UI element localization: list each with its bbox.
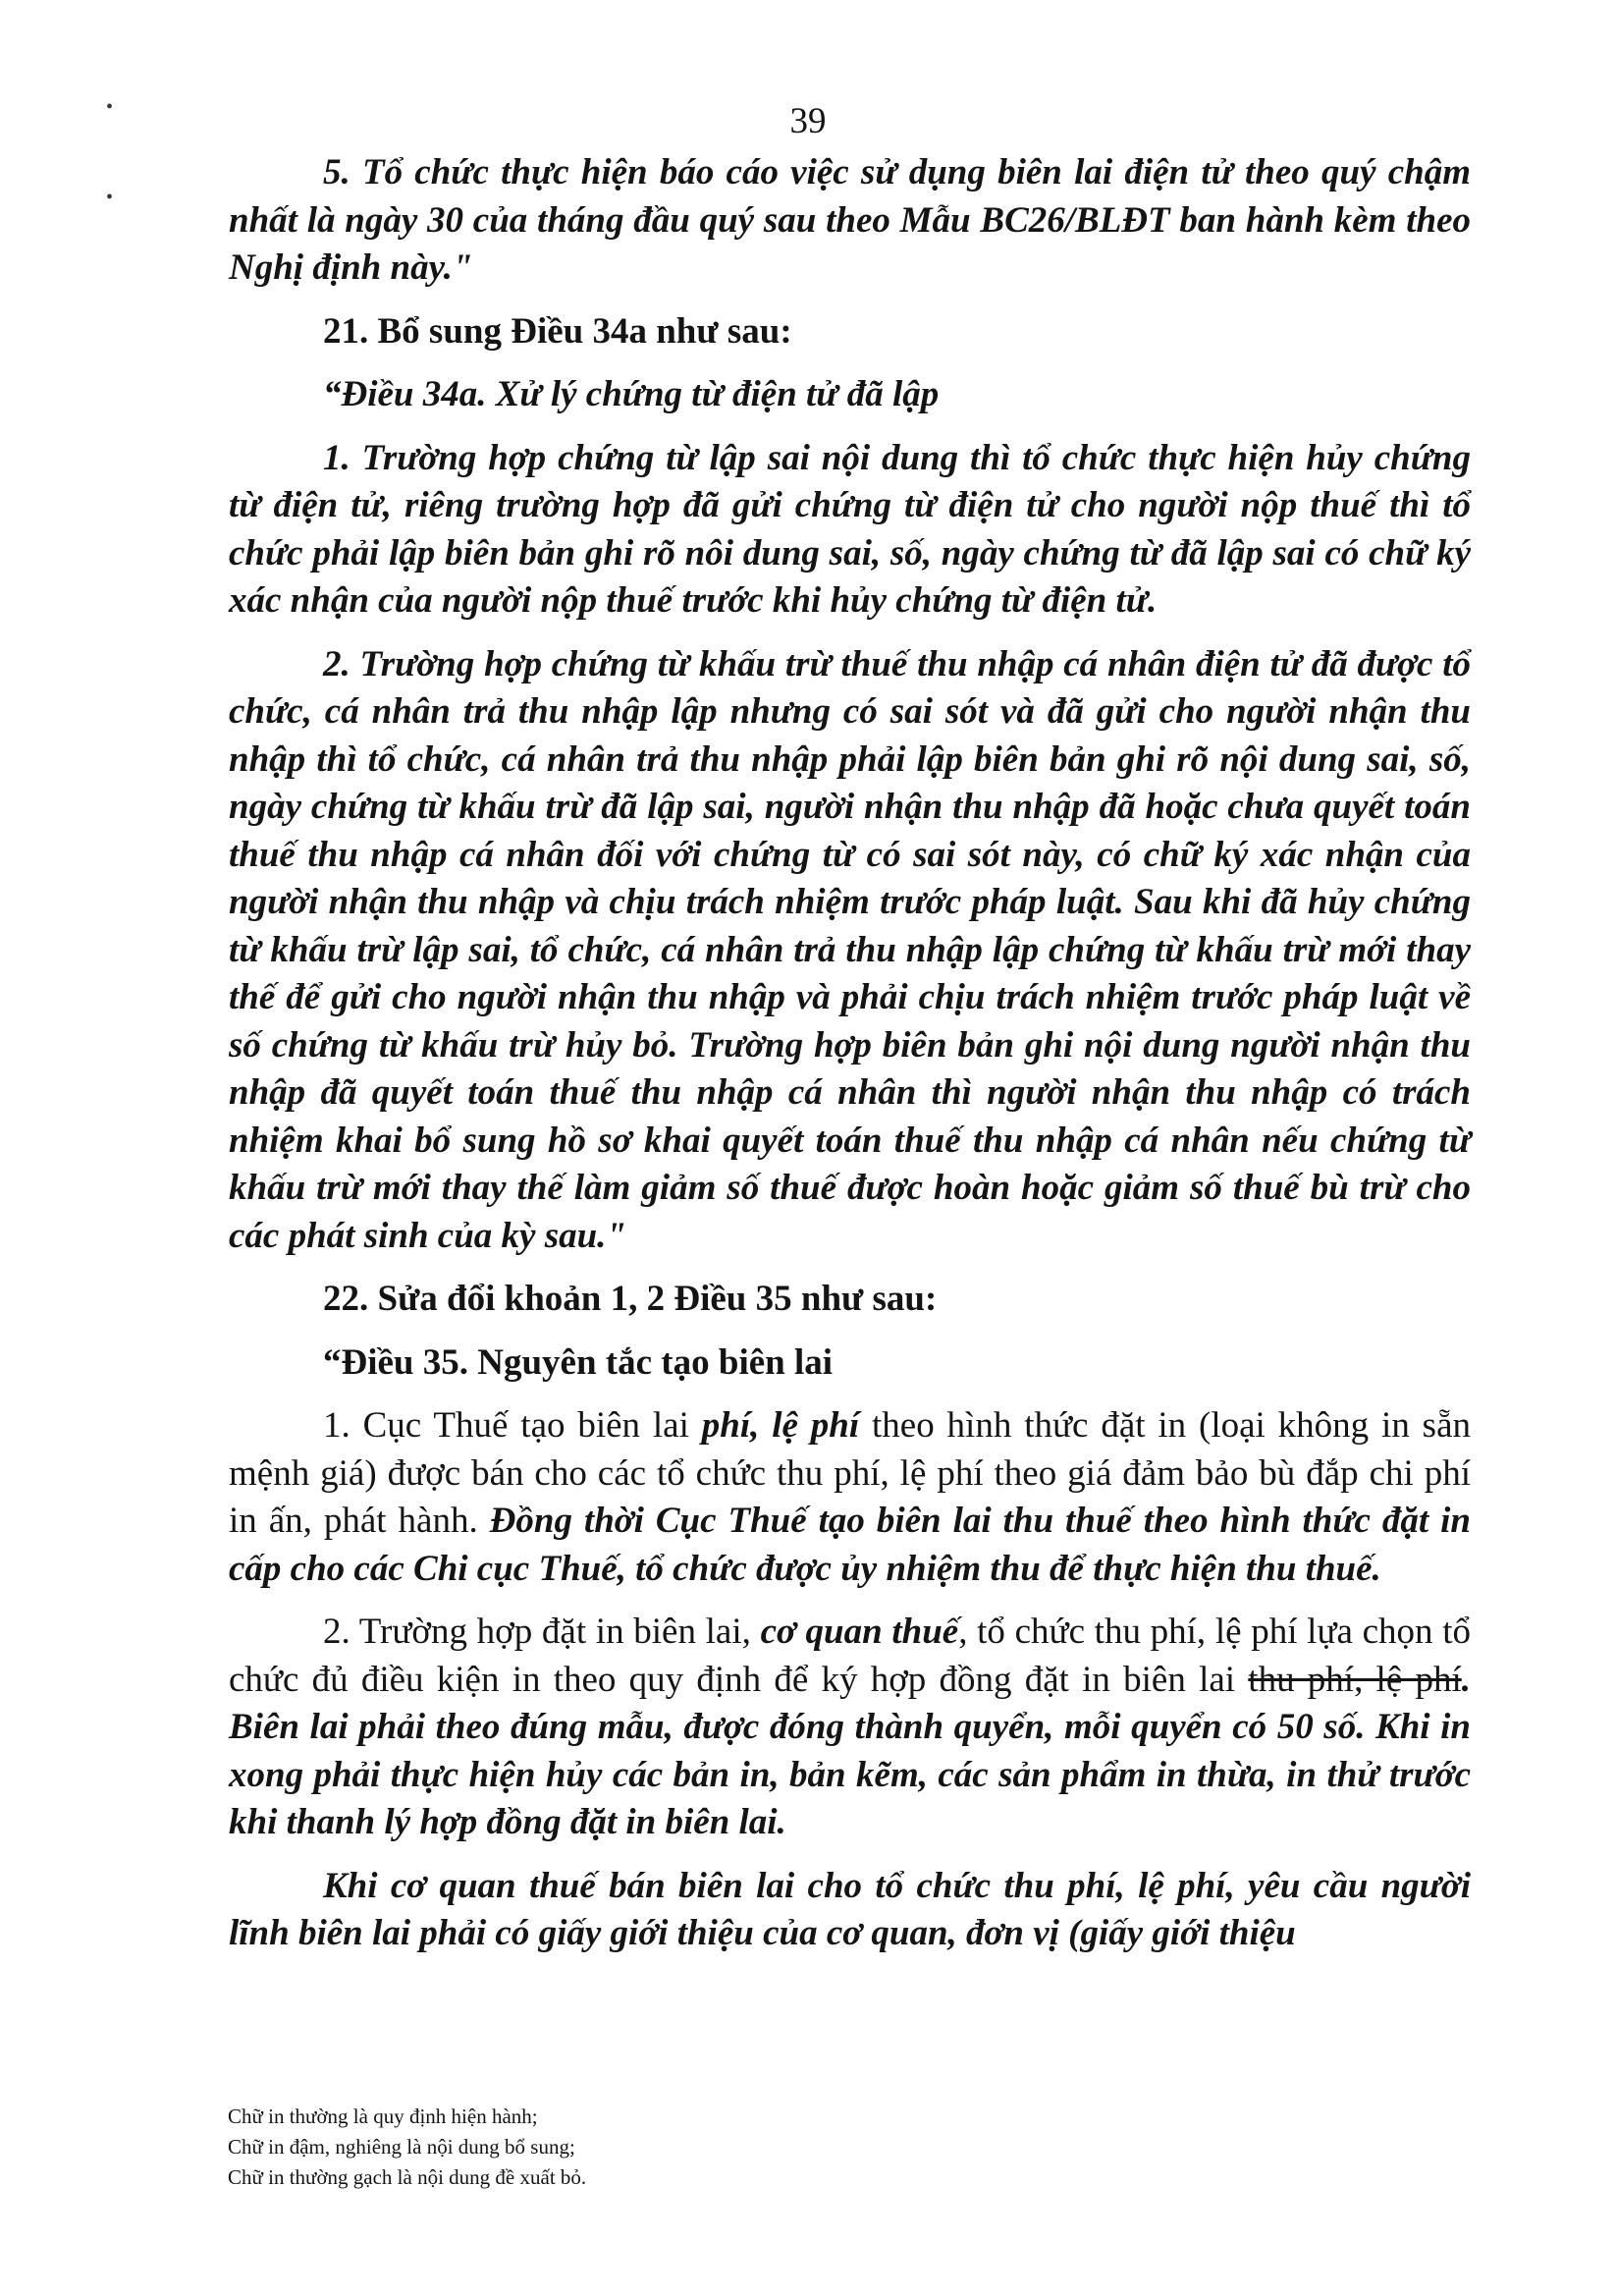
text-added: . Biên lai phải theo đúng mẫu, được đóng thành quyển, mỗi quyển có 50 số. Khi in xong phải thực hiện hủy các bản in, bản kẽm, các sản phẩm in thừa, in thử trước khi thanh lý hợp đồng đặt in biên lai.	[229, 1659, 1472, 1842]
paragraph-34a-clause-2: 2. Trường hợp chứng từ khấu trừ thuế thu nhập cá nhân điện tử đã được tổ chức, cá nhân trả thu nhập lập nhưng có sai sót và đã gửi cho người nhận thu nhập thì tổ chức, cá nhân trả thu nhập phải lập biên bản ghi rõ nội dung sai, số, ngày chứng từ khấu trừ đã lập sai, người nhận thu nhập đã hoặc chưa quyết toán thuế thu nhập cá nhân đối với chứng từ có sai sót này, có chữ ký xác nhận của người nhận thu nhập và chịu trách nhiệm trước pháp luật. Sau khi đã hủy chứng từ khấu trừ lập sai, tổ chức, cá nhân trả thu nhập lập chứng từ khấu trừ mới thay thế để gửi cho người nhận thu nhập và phải chịu trách nhiệm trước pháp luật về số chứng từ khấu trừ hủy bỏ. Trường hợp biên bản ghi nội dung người nhận thu nhập đã quyết toán thuế thu nhập cá nhân thì người nhận thu nhập có trách nhiệm khai bổ sung hồ sơ khai quyết toán thuế thu nhập cá nhân nếu chứng từ khấu trừ mới thay thế làm giảm số thuế được hoàn hoặc giảm số thuế bù trừ cho các phát sinh của kỳ sau."	[229, 643, 1471, 1256]
text-added: phí, lệ phí	[701, 1405, 860, 1446]
footnote-line: Chữ in thường là quy định hiện hành;	[228, 2105, 538, 2128]
paragraph-35-continuation: Khi cơ quan thuế bán biên lai cho tổ chức thu phí, lệ phí, yêu cầu người lĩnh biên lai phải có giấy giới thiệu của cơ quan, đơn vị (giấy giới thiệu	[229, 1865, 1471, 1953]
paragraph-34a-clause-1: 1. Trường hợp chứng từ lập sai nội dung thì tổ chức thực hiện hủy chứng từ điện tử, riêng trường hợp đã gửi chứng từ điện tử cho người nộp thuế thì tổ chức phải lập biên bản ghi rõ nôi dung sai, số, ngày chứng từ đã lập sai có chữ ký xác nhận của người nộp thuế trước khi hủy chứng từ điện tử.	[229, 437, 1471, 621]
paragraph-35-clause-1	[229, 1402, 1471, 1593]
document-body	[229, 149, 1471, 1974]
footnote-legend	[228, 2102, 586, 2193]
text-regular: 1. Cục Thuế tạo biên lai	[323, 1405, 702, 1446]
text-regular: 2. Trường hợp đặt in biên lai,	[323, 1612, 761, 1652]
text-struck: thu phí, lệ phí	[1248, 1659, 1462, 1700]
paragraph-35-clause-2	[229, 1609, 1471, 1847]
footnote-line: Chữ in thường gạch là nội dung đề xuất bỏ.	[228, 2165, 587, 2189]
paragraph-clause-5: 5. Tổ chức thực hiện báo cáo việc sử dụng biên lai điện tử theo quý chậm nhất là ngày 30 của tháng đầu quý sau theo Mẫu BC26/BLĐT ban hành kèm theo Nghị định này."	[229, 152, 1471, 288]
text-added: cơ quan thuế	[760, 1612, 959, 1652]
text-regular: theo hình thức đặt in (loại không in sẵn mệnh giá) được bán cho các tổ chức thu phí, lệ phí theo giá đảm bảo bù đắp chi phí in ấn, phát hành.	[229, 1405, 1471, 1541]
margin-mark-1: •	[106, 96, 114, 118]
heading-article-35: “Điều 35. Nguyên tắc tạo biên lai	[323, 1341, 834, 1383]
footnote-line: Chữ in đậm, nghiêng là nội dung bổ sung;	[228, 2135, 575, 2159]
heading-article-34a: “Điều 34a. Xử lý chứng từ điện tử đã lập	[323, 374, 940, 414]
text-regular: , tổ chức thu phí, lệ phí lựa chọn tổ chức đủ điều kiện in theo quy định để ký hợp đồng đặt in biên lai	[229, 1612, 1471, 1700]
heading-item-21: 21. Bổ sung Điều 34a như sau:	[323, 310, 792, 352]
margin-mark-2: •	[106, 187, 114, 208]
text-added: Đồng thời Cục Thuế tạo biên lai thu thuế theo hình thức đặt in cấp cho các Chi cục Thuế, tổ chức được ủy nhiệm thu để thực hiện thu thuế.	[229, 1501, 1472, 1589]
page-number: 39	[789, 101, 827, 141]
heading-item-22: 22. Sửa đổi khoản 1, 2 Điều 35 như sau:	[323, 1279, 938, 1319]
